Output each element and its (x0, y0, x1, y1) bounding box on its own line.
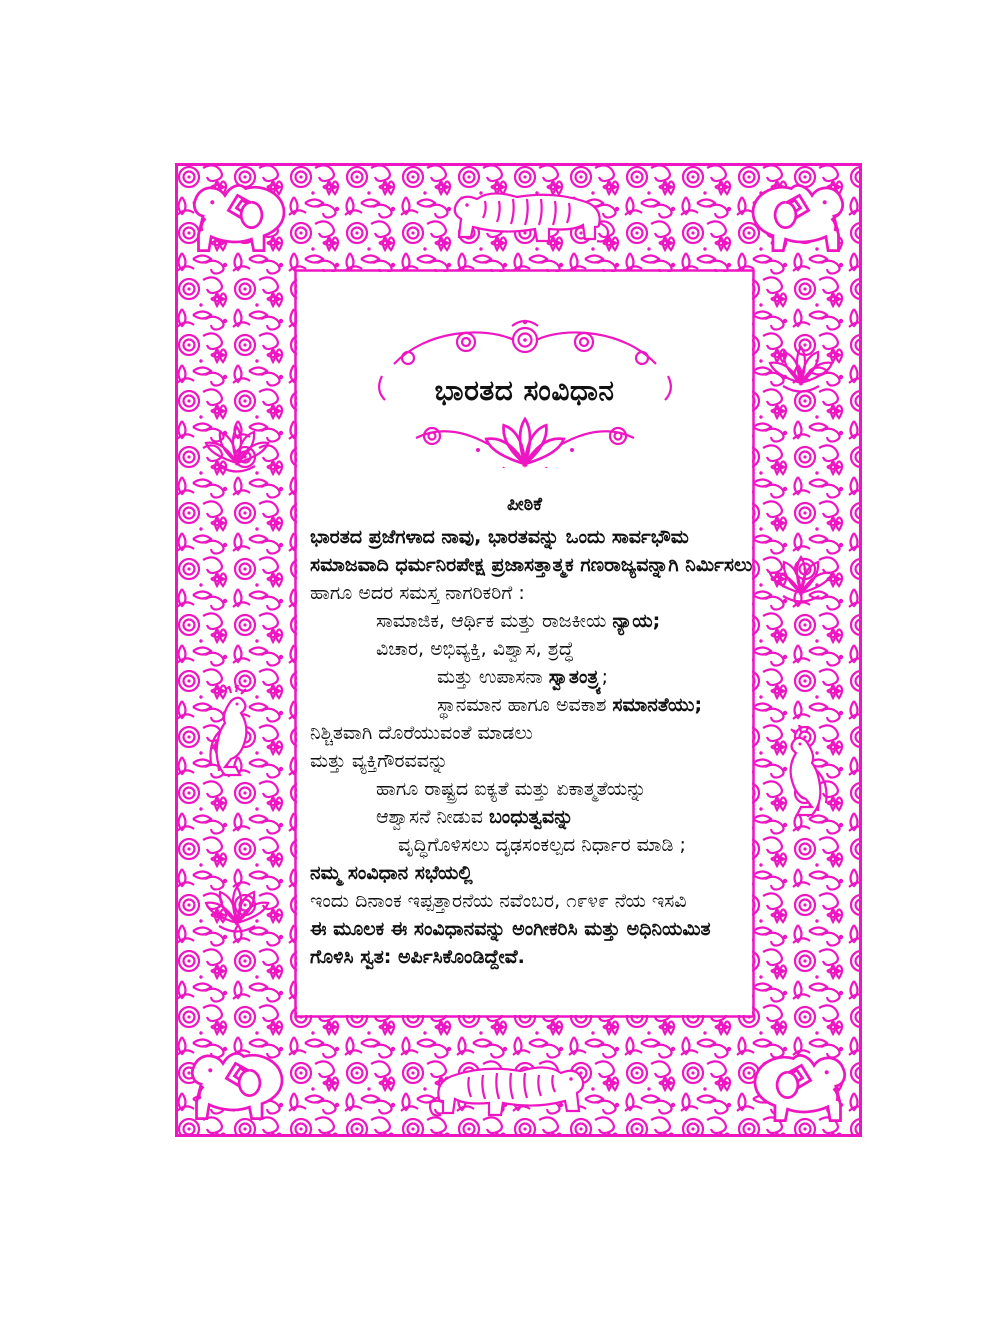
preamble-line: ಭಾರತದ ಪ್ರಜೆಗಳಾದ ನಾವು, ಭಾರತವನ್ನು ಒಂದು ಸಾರ್ವಭೌಮ (310, 526, 689, 548)
preamble-line: ಗೊಳಿಸಿ ಸ್ವತ: ಅರ್ಪಿಸಿಕೊಂಡಿದ್ದೇವೆ. (310, 946, 525, 968)
preamble-lines (310, 523, 753, 971)
preamble-line: ಹಾಗೂ ಅದರ ಸಮಸ್ತ ನಾಗರಿಕರಿಗೆ : (310, 582, 525, 604)
preamble-line: ಸಾಮಾಜಿಕ, ಆರ್ಥಿಕ ಮತ್ತು ರಾಜಕೀಯ ನ್ಯಾಯ; (376, 610, 661, 632)
preamble-line: ಮತ್ತು ಉಪಾಸನಾ ಸ್ವಾತಂತ್ರ್ಯ; (437, 666, 609, 688)
preamble-heading: ಪೀಠಿಕೆ (506, 494, 543, 515)
constitution-title: ಭಾರತದ ಸಂವಿಧಾನ (434, 374, 615, 407)
preamble-line: ಮತ್ತು ವ್ಯಕ್ತಿಗೌರವವನ್ನು (310, 750, 449, 772)
preamble-line: ವಿಚಾರ, ಅಭಿವ್ಯಕ್ತಿ, ವಿಶ್ವಾಸ, ಶ್ರದ್ಧೆ (376, 638, 574, 660)
preamble-line: ಈ ಮೂಲಕ ಈ ಸಂವಿಧಾನವನ್ನು ಅಂಗೀಕರಿಸಿ ಮತ್ತು ಅಧಿನಿಯಮಿತ (310, 918, 711, 940)
preamble-line: ನಮ್ಮ ಸಂವಿಧಾನ ಸಭೆಯಲ್ಲಿ (310, 862, 473, 884)
preamble-line: ವೃದ್ಧಿಗೊಳಿಸಲು ದೃಢಸಂಕಲ್ಪದ ನಿರ್ಧಾರ ಮಾಡಿ ; (398, 834, 686, 856)
preamble-line: ನಿಶ್ಚಿತವಾಗಿ ದೊರೆಯುವಂತೆ ಮಾಡಲು (310, 722, 533, 744)
preamble-line: ಸಮಾಜವಾದಿ ಧರ್ಮನಿರಪೇಕ್ಷ ಪ್ರಜಾಸತ್ತಾತ್ಮಕ ಗಣರಾಜ್ಯವನ್ನಾಗಿ ನಿರ್ಮಿಸಲು (310, 554, 753, 576)
preamble-line: ಹಾಗೂ ರಾಷ್ಟ್ರದ ಐಕ್ಯತೆ ಮತ್ತು ಏಕಾತ್ಮತೆಯನ್ನು (376, 778, 647, 800)
preamble-line: ಇಂದು ದಿನಾಂಕ ಇಪ್ಪತ್ತಾರನೆಯ ನವೆಂಬರ, ೧೯೪೯ ನೆಯ ಇಸವಿ (310, 890, 687, 912)
preamble-line: ಸ್ಥಾನಮಾನ ಹಾಗೂ ಅವಕಾಶ ಸಮಾನತೆಯು; (437, 694, 703, 716)
preamble-line: ಆಶ್ವಾಸನೆ ನೀಡುವ ಬಂಧುತ್ವವನ್ನು (376, 806, 574, 828)
title-cartouche (374, 318, 676, 468)
content-area (297, 272, 752, 1015)
